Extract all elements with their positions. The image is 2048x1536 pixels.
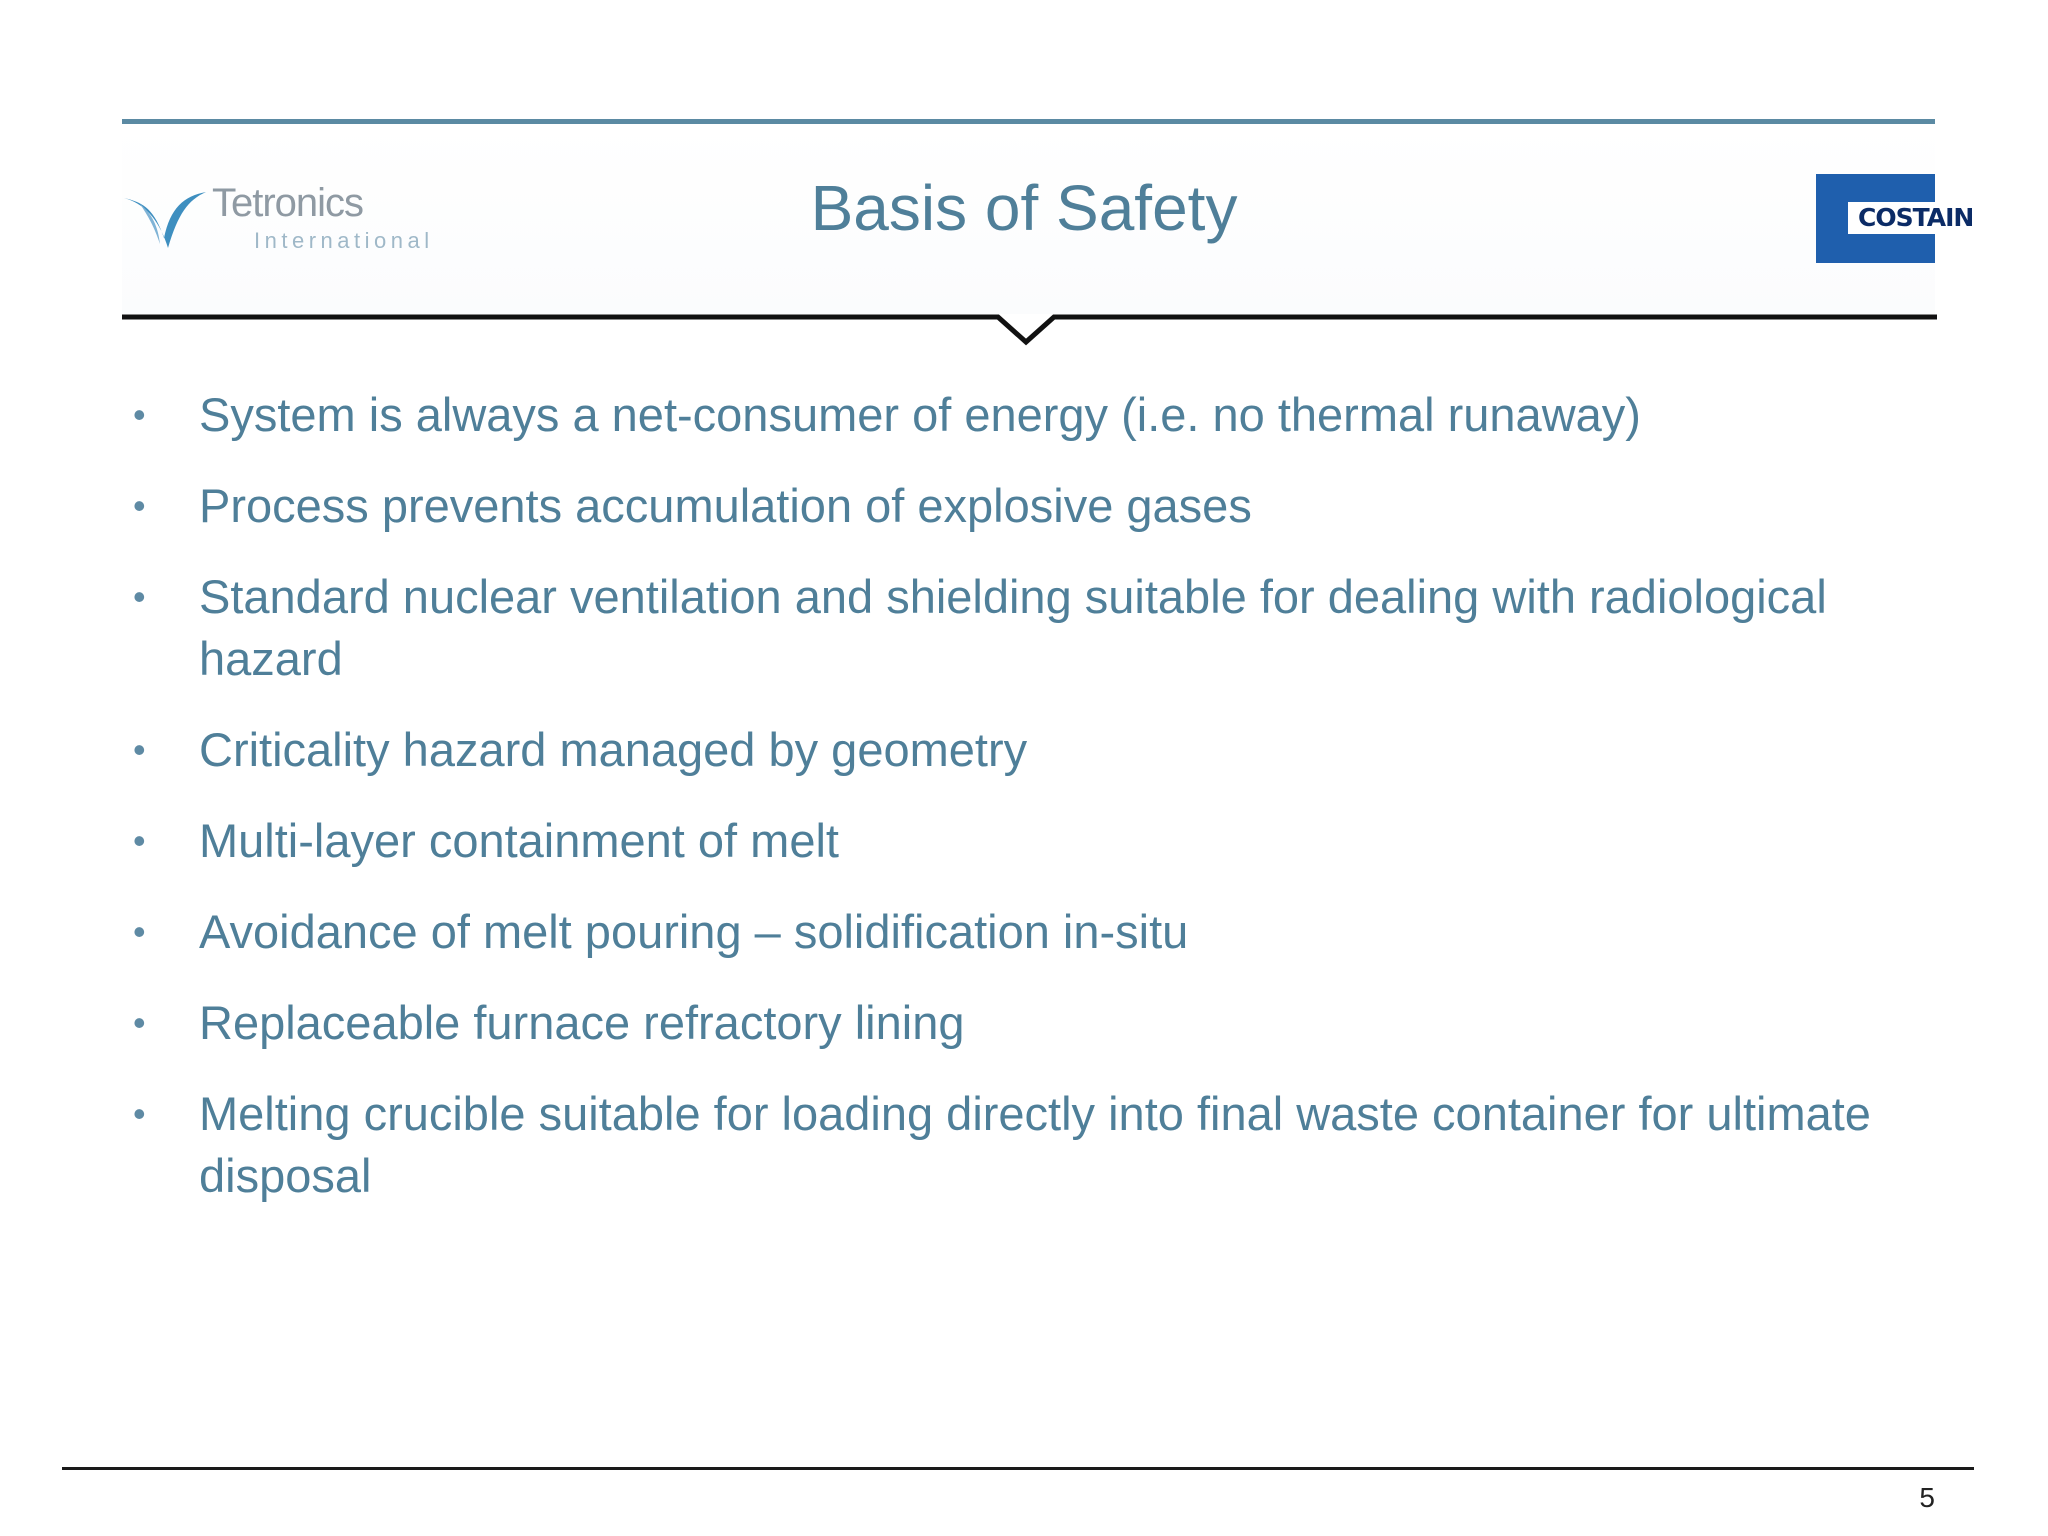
page-number: 5 xyxy=(1919,1482,1935,1513)
page-title: Basis of Safety xyxy=(810,172,1238,244)
bullet-item xyxy=(130,384,1930,446)
bullet-item xyxy=(130,810,1930,872)
bullet-text: Multi-layer containment of melt xyxy=(199,814,839,867)
bullet-marker: • xyxy=(133,1002,146,1043)
bullet-marker: • xyxy=(133,911,146,952)
bullet-item xyxy=(130,1083,1930,1207)
bullet-text: Criticality hazard managed by geometry xyxy=(199,723,1028,776)
bullet-marker: • xyxy=(133,729,146,770)
bullet-text: Standard nuclear ventilation and shielding suitable for dealing with radiological hazard xyxy=(199,570,1827,685)
bullet-marker: • xyxy=(133,820,146,861)
bullet-marker: • xyxy=(133,1093,146,1134)
header-divider xyxy=(122,300,1937,350)
bullet-text: Process prevents accumulation of explosive gases xyxy=(199,479,1252,532)
footer-rule xyxy=(62,1467,1974,1470)
bullet-marker: • xyxy=(133,576,146,617)
costain-logo xyxy=(1816,174,1974,263)
tetronics-subtitle: International xyxy=(254,228,434,253)
bullet-marker: • xyxy=(133,394,146,435)
bullet-item xyxy=(130,566,1930,690)
bullet-text: Melting crucible suitable for loading directly into final waste container for ultimate disposal xyxy=(199,1087,1871,1202)
costain-wordmark: COSTAIN xyxy=(1848,202,1948,234)
tetronics-wordmark: Tetronics xyxy=(212,181,364,225)
bullet-text: Avoidance of melt pouring – solidification in-situ xyxy=(199,905,1189,958)
bullet-item xyxy=(130,992,1930,1054)
bullet-marker: • xyxy=(133,485,146,526)
bullet-list xyxy=(130,384,1930,1236)
bullet-item xyxy=(130,719,1930,781)
bullet-text: System is always a net-consumer of energy (i.e. no thermal runaway) xyxy=(199,388,1641,441)
bullet-item xyxy=(130,475,1930,537)
bullet-text: Replaceable furnace refractory lining xyxy=(199,996,965,1049)
bullet-item xyxy=(130,901,1930,963)
